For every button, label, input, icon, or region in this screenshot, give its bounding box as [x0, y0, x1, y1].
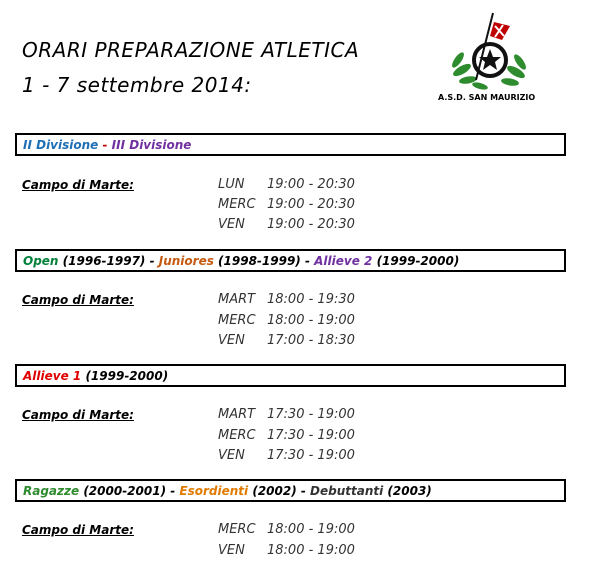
schedule-time: 17:00 - 18:30 — [267, 333, 355, 348]
group-part: (2000-2001) - — [79, 484, 180, 498]
venue-label: Campo di Marte: — [22, 178, 134, 192]
schedule-day: MERC — [218, 522, 256, 537]
venue-label: Campo di Marte: — [22, 523, 134, 537]
group-header-open-juniores-allieve2 — [15, 249, 566, 272]
group-part: (1996-1997) - — [58, 254, 159, 268]
page-subtitle-date-range: 1 - 7 settembre 2014: — [22, 73, 252, 97]
schedule-day: MART — [218, 407, 256, 422]
group-part: (1998-1999) - — [213, 254, 315, 268]
schedule-time: 17:30 - 19:00 — [267, 448, 355, 463]
schedule-time: 19:00 - 20:30 — [267, 177, 355, 192]
schedule-day: VEN — [218, 543, 245, 558]
schedule-day: VEN — [218, 448, 245, 463]
schedule-time: 18:00 - 19:00 — [267, 543, 355, 558]
club-logo-caption: A.S.D. SAN MAURIZIO — [438, 93, 536, 102]
group-part: Esordienti — [179, 484, 249, 498]
group-part: - — [98, 138, 112, 152]
schedule-day: MERC — [218, 313, 256, 328]
group-part: Open — [23, 254, 59, 268]
schedule-day: VEN — [218, 333, 245, 348]
group-part: Allieve 2 — [314, 254, 373, 268]
schedule-day: MERC — [218, 197, 256, 212]
schedule-time: 17:30 - 19:00 — [267, 428, 355, 443]
schedule-time: 18:00 - 19:00 — [267, 313, 355, 328]
group-header-allieve1 — [15, 364, 566, 387]
group-part: Allieve 1 — [23, 369, 82, 383]
group-part: (2003) — [383, 484, 432, 498]
page-title: ORARI PREPARAZIONE ATLETICA — [22, 38, 360, 62]
group-part: Juniores — [158, 254, 214, 268]
schedule-time: 19:00 - 20:30 — [267, 197, 355, 212]
group-header-ragazze-esordienti-debuttanti — [15, 479, 566, 502]
schedule-time: 17:30 - 19:00 — [267, 407, 355, 422]
group-part: III Divisione — [111, 138, 192, 152]
venue-label: Campo di Marte: — [22, 293, 134, 307]
group-header-divisions — [15, 133, 566, 156]
group-part: (1999-2000) — [81, 369, 169, 383]
group-part: (2002) - — [248, 484, 311, 498]
schedule-day: VEN — [218, 217, 245, 232]
schedule-time: 18:00 - 19:30 — [267, 292, 355, 307]
group-part: Ragazze — [23, 484, 80, 498]
schedule-time: 18:00 - 19:00 — [267, 522, 355, 537]
schedule-day: LUN — [218, 177, 245, 192]
venue-label: Campo di Marte: — [22, 408, 134, 422]
schedule-time: 19:00 - 20:30 — [267, 217, 355, 232]
schedule-day: MART — [218, 292, 256, 307]
group-part: II Divisione — [23, 138, 99, 152]
schedule-day: MERC — [218, 428, 256, 443]
group-part: Debuttanti — [310, 484, 384, 498]
group-part: (1999-2000) — [372, 254, 460, 268]
